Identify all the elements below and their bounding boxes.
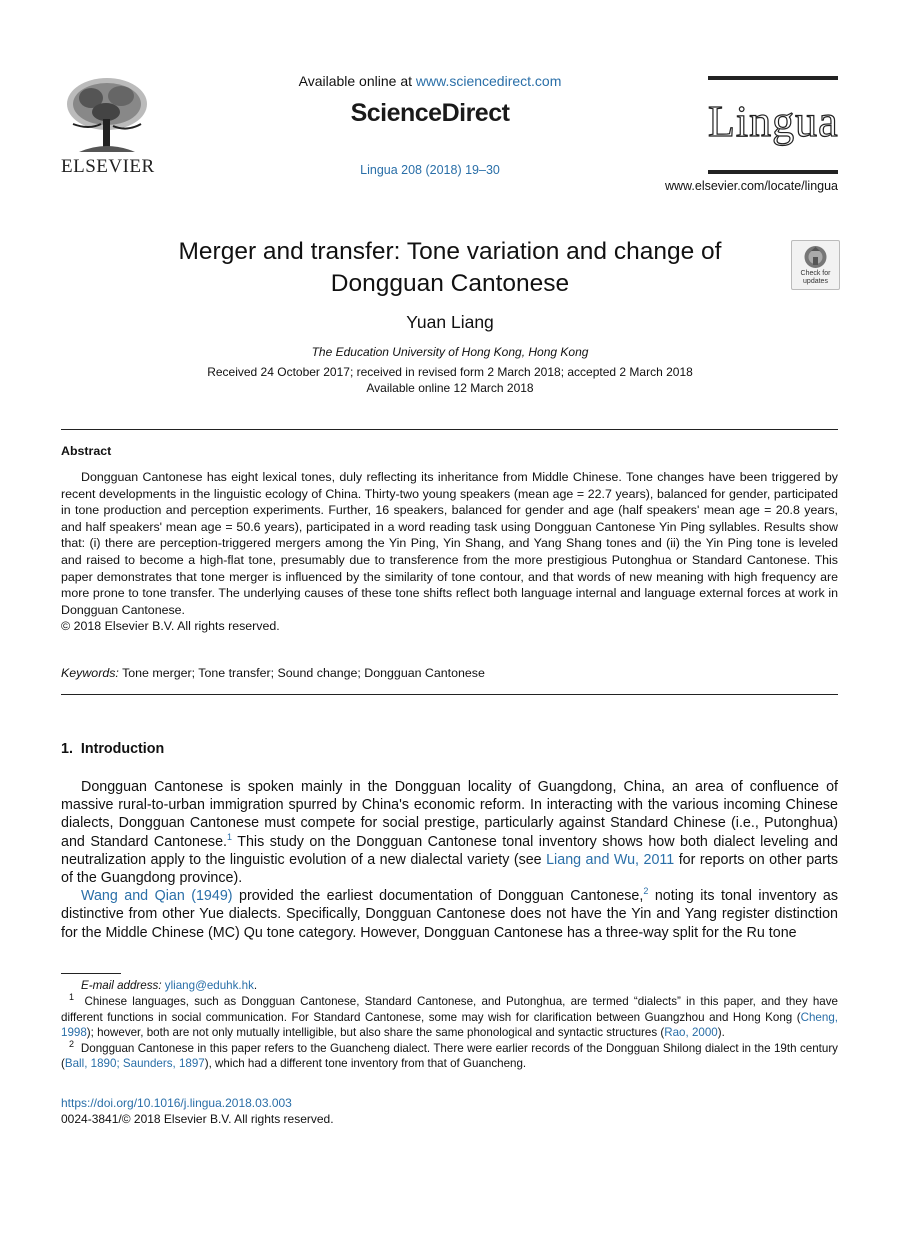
lingua-logo <box>708 76 838 174</box>
sciencedirect-wordmark: ScienceDirect <box>350 99 510 127</box>
available-online-date: Available online 12 March 2018 <box>366 381 534 395</box>
intro-paragraph-1 <box>61 778 838 887</box>
footnote-2-text-b: ), which had a different tone inventory from that of Guancheng. <box>204 1057 527 1071</box>
citation-link-ball-saunders[interactable]: Ball, 1890; Saunders, 1897 <box>64 1057 205 1071</box>
journal-homepage-link[interactable]: www.elsevier.com/locate/lingua <box>665 179 838 193</box>
footnote-ref-2[interactable]: 2 <box>643 886 649 897</box>
footnote-1 <box>61 994 838 1041</box>
article-title <box>100 236 800 300</box>
check-for-updates-badge[interactable] <box>791 240 840 290</box>
intro-body <box>61 778 838 942</box>
elsevier-tree-icon <box>61 74 153 156</box>
footnote-2-text-a: Dongguan Cantonese in this paper refers to the Guancheng dialect. There were earlier records of the Dongguan Shilong dialect in the 19th century ( <box>61 1041 838 1071</box>
footnote-ref-1[interactable]: 1 <box>227 831 233 842</box>
lingua-wordmark: Lingua <box>708 97 839 146</box>
keywords-text: Tone merger; Tone transfer; Sound change; Dongguan Cantonese <box>122 666 485 680</box>
available-online <box>260 73 600 89</box>
abstract-heading: Abstract <box>61 444 112 458</box>
title-line-2: Dongguan Cantonese <box>330 270 570 297</box>
author-email-link[interactable]: yliang@eduhk.hk <box>164 979 254 992</box>
footnote-1-text-a: Chinese languages, such as Dongguan Cantonese, Standard Cantonese, and Putonghua, are termed “dialects” in this paper, and they have different functions in social communication. For Standard Cantonese, some may wish for clarification between Guangzhou and Hong Kong ( <box>61 995 838 1024</box>
issn-copyright: 0024-3841/© 2018 Elsevier B.V. All rights reserved. <box>61 1112 334 1126</box>
abstract-copyright: © 2018 Elsevier B.V. All rights reserved. <box>61 619 280 634</box>
intro-p2-text-a: provided the earliest documentation of Dongguan Cantonese, <box>232 888 644 905</box>
rule-above-abstract <box>61 429 838 430</box>
sciencedirect-url-link[interactable]: www.sciencedirect.com <box>415 73 562 89</box>
elsevier-wordmark: ELSEVIER <box>61 156 155 177</box>
section-heading-introduction: 1. Introduction <box>61 741 165 757</box>
journal-citation-link[interactable]: Lingua 208 (2018) 19–30 <box>360 163 500 177</box>
citation-link-rao[interactable]: Rao, 2000 <box>664 1026 718 1040</box>
check-updates-icon <box>792 243 839 273</box>
citation-link-cheng[interactable]: Cheng, 1998 <box>61 1010 838 1040</box>
citation-link-wang-qian[interactable]: Wang and Qian (1949) <box>81 888 233 905</box>
footnote-1-text-b: ); however, both are not only mutually intelligible, but also share the same phonological and syntactic structures ( <box>86 1026 665 1040</box>
footnote-2 <box>61 1038 838 1072</box>
lingua-rule-bottom <box>708 170 838 174</box>
footnote-1-text-c: ). <box>717 1026 725 1040</box>
available-prefix: Available online at <box>298 73 416 89</box>
abstract-block <box>61 469 838 635</box>
intro-p1-text-b: This study on the Dongguan Cantonese tonal inventory shows how both dialect leveling and neutralization apply to the linguistic evolution of a new dialectal variety (see <box>61 833 839 868</box>
received-dates: Received 24 October 2017; received in revised form 2 March 2018; accepted 2 March 2018 <box>207 365 693 379</box>
footnote-divider <box>61 973 121 974</box>
footnote-1-number: 1 <box>69 992 75 1003</box>
intro-p1-text-a: Dongguan Cantonese is spoken mainly in the Dongguan locality of Guangdong, China, an area of confluence of massive rural-to-urban immigration spurred by China's economic reform. In interacting with the various incoming Chinese dialects, Dongguan Cantonese must compete for social prestige, particularly against Standard Chinese (i.e., Putonghua) and Standard Cantonese. <box>61 779 838 850</box>
doi-link[interactable]: https://doi.org/10.1016/j.lingua.2018.03.003 <box>61 1096 292 1110</box>
abstract-text: Dongguan Cantonese has eight lexical tones, duly reflecting its inheritance from Middle Chinese. Tone changes have been triggered by recent developments in the linguistic ecology of China. Thirty-two young speakers (mean age = 22.7 years), balanced for gender, participated in tone production and perception experiments. Further, 16 speakers, balanced for gender and age (half speakers' mean age = 20.8 years, and half speakers' mean age = 50.6 years), participated in a word reading task using Dongguan Cantonese Yin Ping syllables. Results show that: (i) there are perception-triggered mergers among the Yin Ping, Yin Shang, and Yang Shang tones and (ii) the Yin Ping tone is leveled and raised to become a high-flat tone, presumably due to transference from the more prestigious Putonghua or Standard Cantonese. This paper demonstrates that tone merger is influenced by the similarity of tone contour, and that words of new meaning with high frequency are more prone to tone transfer. The underlying causes of these tone shifts reflect both language internal and language external forces at work in Dongguan Cantonese. <box>61 470 838 617</box>
title-line-1: Merger and transfer: Tone variation and change of <box>178 238 722 265</box>
elsevier-logo <box>61 74 153 178</box>
email-end: . <box>253 979 258 992</box>
author-name: Yuan Liang <box>406 312 494 332</box>
rule-below-keywords <box>61 694 838 695</box>
email-label: E-mail address: <box>81 979 162 992</box>
footnote-2-number: 2 <box>69 1038 75 1049</box>
intro-p2-text-b: noting its tonal inventory as distinctive from other Yue dialects. Specifically, Dongguan Cantonese does not have the Yin and Yang register distinction for the Middle Chinese (MC) Qu tone category. However, Dongguan Cantonese has a three-way split for the Ru tone <box>61 888 838 941</box>
keywords-label: Keywords: <box>61 666 119 680</box>
email-footnote <box>81 978 257 994</box>
footnotes-block <box>61 994 838 1072</box>
author-affiliation: The Education University of Hong Kong, Hong Kong <box>311 345 589 359</box>
citation-link-liang-wu[interactable]: Liang and Wu, 2011 <box>546 851 675 868</box>
lingua-rule-top <box>708 76 838 80</box>
keywords <box>61 666 485 680</box>
check-updates-label: Check for updates <box>800 270 831 285</box>
intro-paragraph-2 <box>61 887 838 942</box>
intro-p1-text-c: for reports on other parts of the Guangdong province). <box>61 851 838 887</box>
